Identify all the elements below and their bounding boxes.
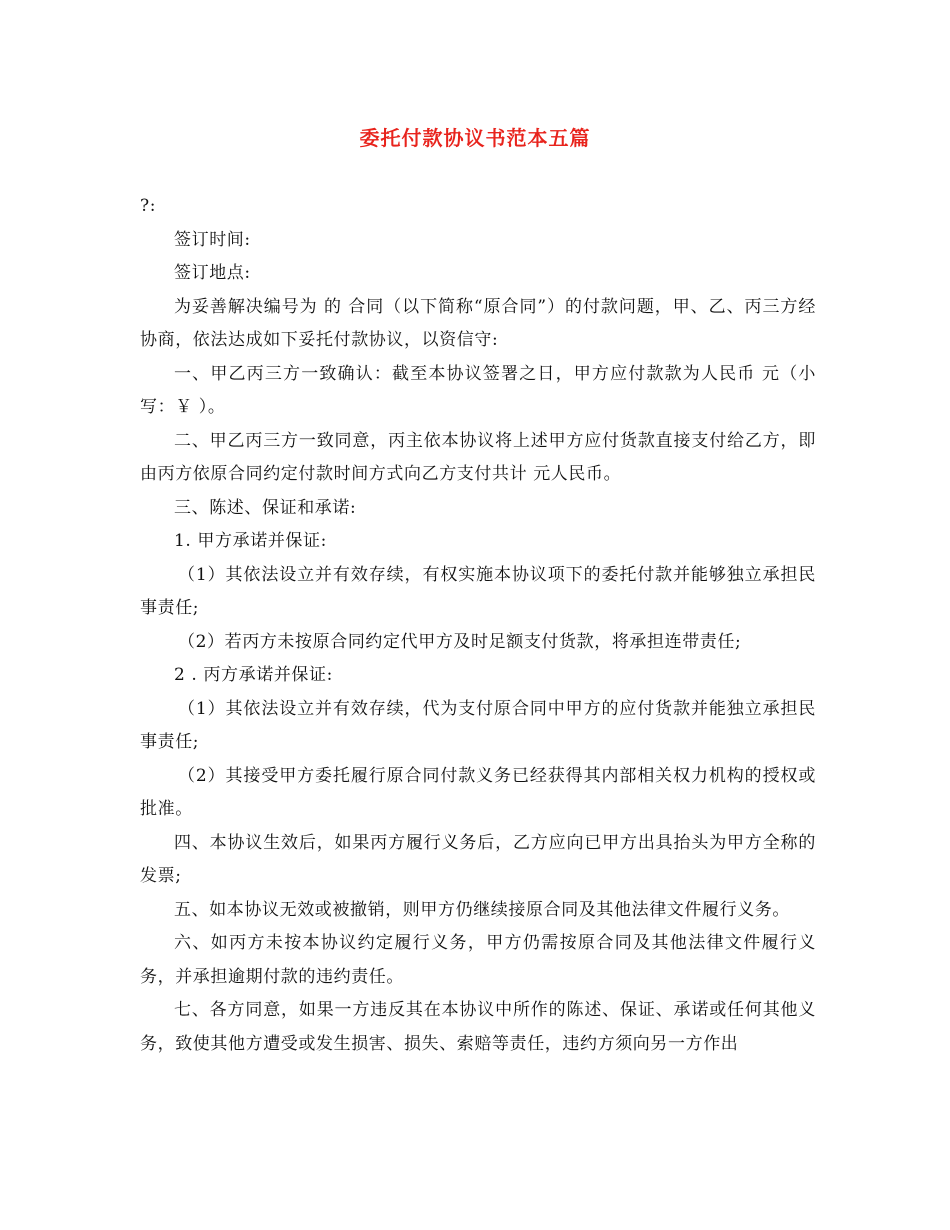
- signing-place-line: 签订地点:: [174, 263, 251, 283]
- clause-3-2-item-2: （2）其接受甲方委托履行原合同付款义务已经获得其内部相关权力机构的授权或批准。: [140, 765, 816, 819]
- preamble-paragraph: 为妥善解决编号为 的 合同（以下简称“原合同”）的付款问题，甲、乙、丙三方经协商，依法达成如下妥托付款协议，以资信守:: [140, 296, 816, 350]
- clause-7-paragraph: 七、各方同意，如果一方违反其在本协议中所作的陈述、保证、承诺或任何其他义务，致使其他方遭受或发生损害、损失、索赔等责任，违约方须向另一方作出: [140, 1000, 816, 1054]
- document-body: [140, 190, 816, 1061]
- clause-3-2-item-1: （1）其依法设立并有效存续，代为支付原合同中甲方的应付货款并能独立承担民事责任;: [140, 698, 816, 752]
- clause-2-paragraph: 二、甲乙丙三方一致同意，丙主依本协议将上述甲方应付货款直接支付给乙方，即由丙方依原合同约定付款时间方式向乙方支付共计 元人民币。: [140, 430, 816, 484]
- clause-6-paragraph: 六、如丙方未按本协议约定履行义务，甲方仍需按原合同及其他法律文件履行义务，并承担逾期付款的违约责任。: [140, 933, 816, 987]
- clause-3-1-heading: 1. 甲方承诺并保证:: [174, 531, 327, 551]
- clause-3-1-item-2: （2）若丙方未按原合同约定代甲方及时足额支付货款，将承担连带责任;: [178, 631, 742, 652]
- clause-3-heading: 三、陈述、保证和承诺:: [174, 497, 357, 518]
- signing-time-line: 签订时间:: [174, 229, 251, 250]
- clause-1-paragraph: 一、甲乙丙三方一致确认：截至本协议签署之日，甲方应付款款为人民币 元（小写：￥ ）。: [140, 363, 816, 417]
- clause-3-1-item-1: （1）其依法设立并有效存续，有权实施本协议项下的委托付款并能够独立承担民事责任;: [140, 564, 816, 618]
- clause-4-paragraph: 四、本协议生效后，如果丙方履行义务后，乙方应向已甲方出具抬头为甲方全称的发票;: [140, 832, 816, 886]
- document-title: 委托付款协议书范本五篇: [359, 126, 591, 150]
- clause-5-paragraph: 五、如本协议无效或被撤销，则甲方仍继续接原合同及其他法律文件履行义务。: [174, 899, 790, 920]
- clause-3-2-heading: 2 . 丙方承诺并保证:: [174, 665, 333, 685]
- salutation-line: ?:: [140, 196, 157, 216]
